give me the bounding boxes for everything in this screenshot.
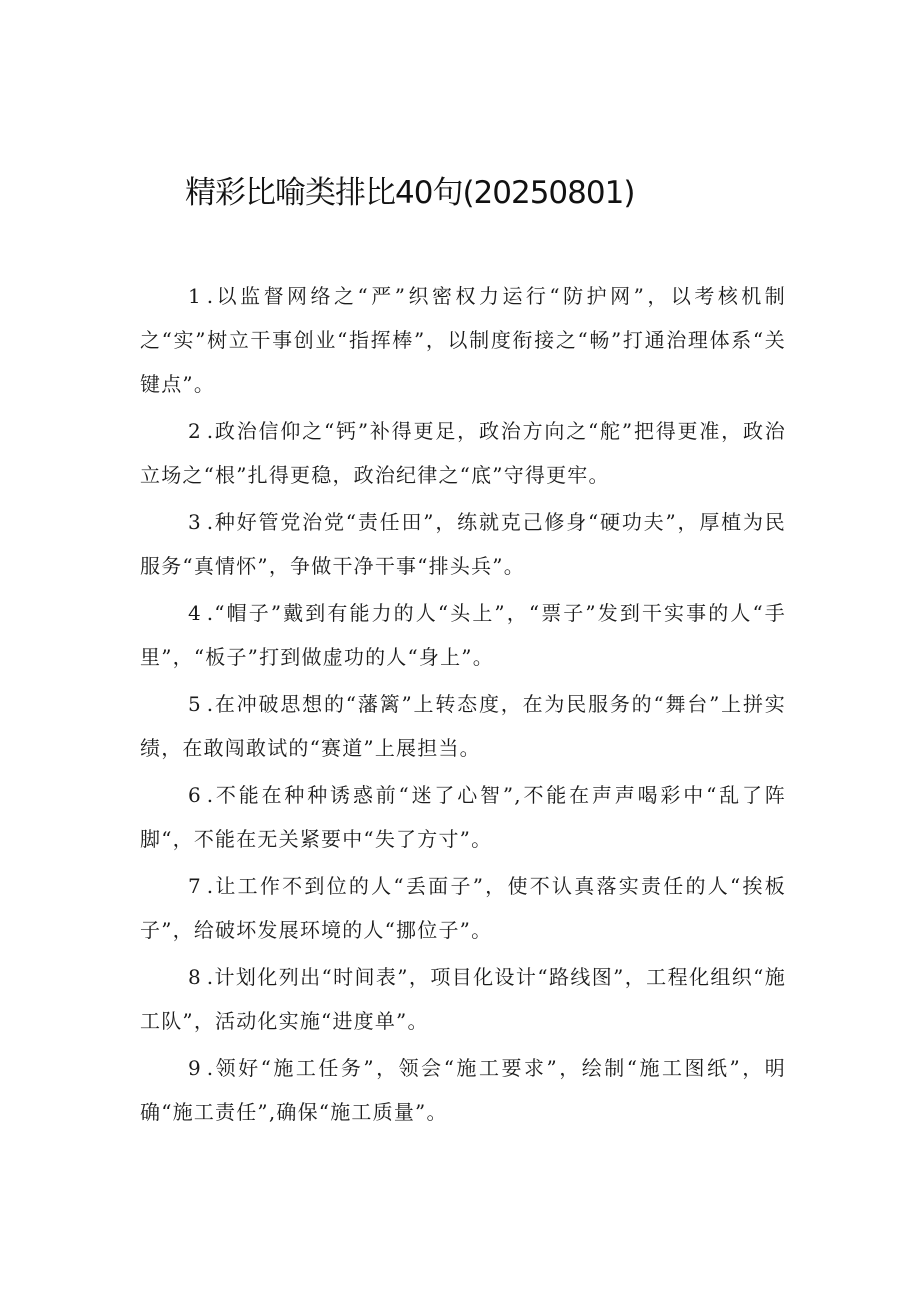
item-text: .政治信仰之“钙”补得更足，政治方向之“舵”把得更准，政治立场之“根”扎得更稳，政治纪律之“底”守得更牢。: [140, 419, 786, 487]
item-text: .让工作不到位的人“丢面子”，使不认真落实责任的人“挨板子”，给破坏发展环境的人“挪位子”。: [140, 874, 786, 942]
item-number: 4: [188, 601, 207, 625]
document-title: 精彩比喻类排比40句(20250801): [185, 175, 635, 211]
item-text: .以监督网络之“严”织密权力运行“防护网”，以考核机制之“实”树立干事创业“指挥棒”，以制度衔接之“畅”打通治理体系“关键点”。: [140, 284, 786, 396]
item-number: 7: [188, 874, 207, 898]
item-number: 8: [188, 965, 207, 989]
item-text: .“帽子”戴到有能力的人“头上”，“票子”发到干实事的人“手里”，“板子”打到做虚功的人“身上”。: [140, 601, 786, 669]
list-item: [140, 591, 786, 679]
list-item: [140, 1046, 786, 1134]
item-text: .计划化列出“时间表”，项目化设计“路线图”，工程化组织“施工队”，活动化实施“进度单”。: [140, 965, 786, 1033]
list-item: [140, 682, 786, 770]
item-text: .不能在种种诱惑前“迷了心智”,不能在声声喝彩中“乱了阵脚“，不能在无关紧要中“失了方寸”。: [140, 783, 786, 851]
list-item: [140, 500, 786, 588]
item-number: 2: [188, 419, 207, 443]
item-number: 6: [188, 783, 207, 807]
list-item: [140, 274, 786, 406]
item-number: 3: [188, 510, 207, 534]
list-item: [140, 773, 786, 861]
list-item: [140, 955, 786, 1043]
item-text: .种好管党治党“责任田”，练就克己修身“硬功夫”，厚植为民服务“真情怀”，争做干净干事“排头兵”。: [140, 510, 786, 578]
item-number: 1: [188, 284, 207, 308]
item-text: .在冲破思想的“藩篱”上转态度，在为民服务的“舞台”上拼实绩，在敢闯敢试的“赛道”上展担当。: [140, 692, 786, 760]
item-number: 5: [188, 692, 207, 716]
item-text: .领好“施工任务”，领会“施工要求”，绘制“施工图纸”，明确“施工责任”,确保“施工质量”。: [140, 1056, 786, 1124]
list-item: [140, 864, 786, 952]
item-number: 9: [188, 1056, 207, 1080]
item-list: [140, 274, 786, 1137]
list-item: [140, 409, 786, 497]
